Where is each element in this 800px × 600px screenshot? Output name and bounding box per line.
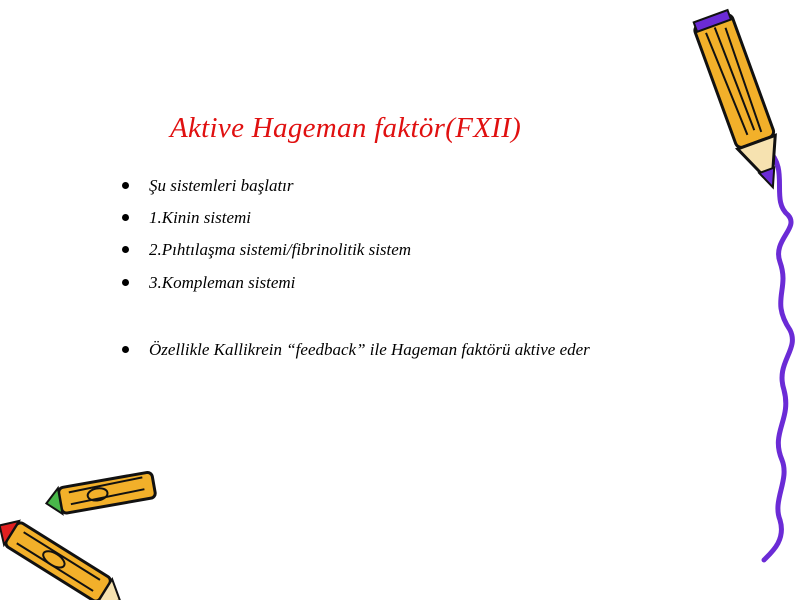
list-item-text: Özellikle Kallikrein “feedback” ile Hageman faktörü aktive eder: [149, 340, 590, 359]
slide-title: Aktive Hageman faktör(FXII): [170, 112, 522, 144]
pencil-clipart-bottom-left: [0, 472, 156, 600]
list-item-text: Şu sistemleri başlatır: [149, 176, 294, 195]
list-item: [122, 208, 251, 228]
list-item-text: 3.Kompleman sistemi: [149, 273, 296, 292]
list-item: [122, 273, 295, 293]
list-item: [122, 340, 590, 360]
list-item-text: 2.Pıhtılaşma sistemi/fibrinolitik sistem: [149, 240, 412, 259]
list-item: [122, 176, 294, 196]
bullet-dot-icon: [122, 246, 129, 253]
bullet-dot-icon: [122, 279, 129, 286]
bullet-dot-icon: [122, 346, 129, 353]
bullet-dot-icon: [122, 182, 129, 189]
list-item-text: 1.Kinin sistemi: [149, 208, 252, 227]
list-item: [122, 240, 411, 260]
bullet-dot-icon: [122, 214, 129, 221]
purple-squiggle-line: [764, 150, 792, 560]
